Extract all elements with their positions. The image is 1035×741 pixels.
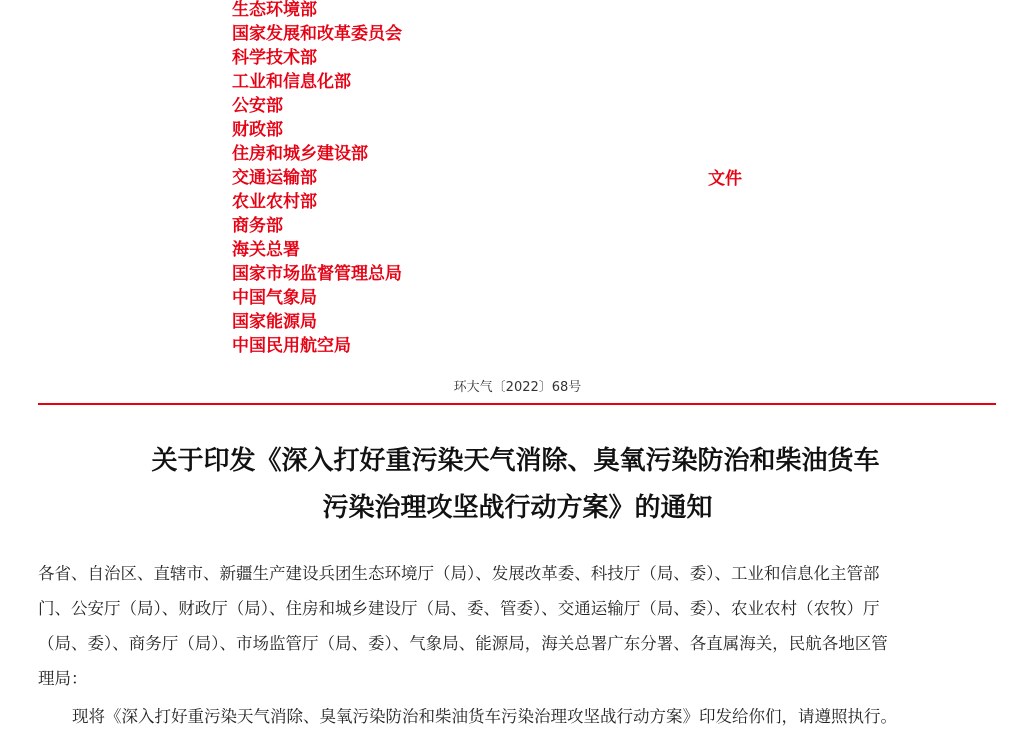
agency-name: 住房和城乡建设部: [232, 144, 368, 164]
agency-name: 国家能源局: [232, 312, 317, 332]
agency-name: 商务部: [232, 216, 283, 236]
issuing-agencies-list: [232, 0, 532, 358]
agency-name: 国家市场监督管理总局: [232, 264, 402, 284]
salutation-line: （局、委）、商务厅（局）、市场监管厅（局、委）、气象局、能源局，海关总署广东分署、各直属海关，民航各地区管: [38, 634, 888, 653]
salutation-line: 理局：: [38, 669, 88, 688]
agency-name: 国家发展和改革委员会: [232, 24, 402, 44]
salutation-line: 门、公安厅（局）、财政厅（局）、住房和城乡建设厅（局、委、管委）、交通运输厅（局、委）、农业农村（农牧）厅: [38, 599, 880, 618]
agency-name: 交通运输部: [232, 168, 317, 188]
agency-name: 科学技术部: [232, 48, 317, 68]
agency-name: 工业和信息化部: [232, 72, 351, 92]
agency-name: 农业农村部: [232, 192, 317, 212]
body-paragraph: 现将《深入打好重污染天气消除、臭氧污染防治和柴油货车污染治理攻坚战行动方案》印发给你们，请遵照执行。: [72, 707, 897, 726]
red-divider-rule: [38, 403, 996, 405]
salutation-block: [38, 556, 998, 696]
salutation-line: 各省、自治区、直辖市、新疆生产建设兵团生态环境厅（局）、发展改革委、科技厅（局、委）、工业和信息化主管部: [38, 564, 880, 583]
document-label: 文件: [708, 169, 742, 189]
document-number: 环大气〔2022〕68号: [453, 380, 582, 395]
agency-name: 财政部: [232, 120, 283, 140]
agency-name: 生态环境部: [232, 0, 317, 20]
notice-title-line-1: 关于印发《深入打好重污染天气消除、臭氧污染防治和柴油货车: [151, 446, 880, 476]
notice-title-line-2: 污染治理攻坚战行动方案》的通知: [322, 493, 713, 523]
agency-name: 公安部: [232, 96, 283, 116]
agency-name: 中国民用航空局: [232, 336, 351, 356]
agency-name: 中国气象局: [232, 288, 317, 308]
agency-name: 海关总署: [232, 240, 300, 260]
